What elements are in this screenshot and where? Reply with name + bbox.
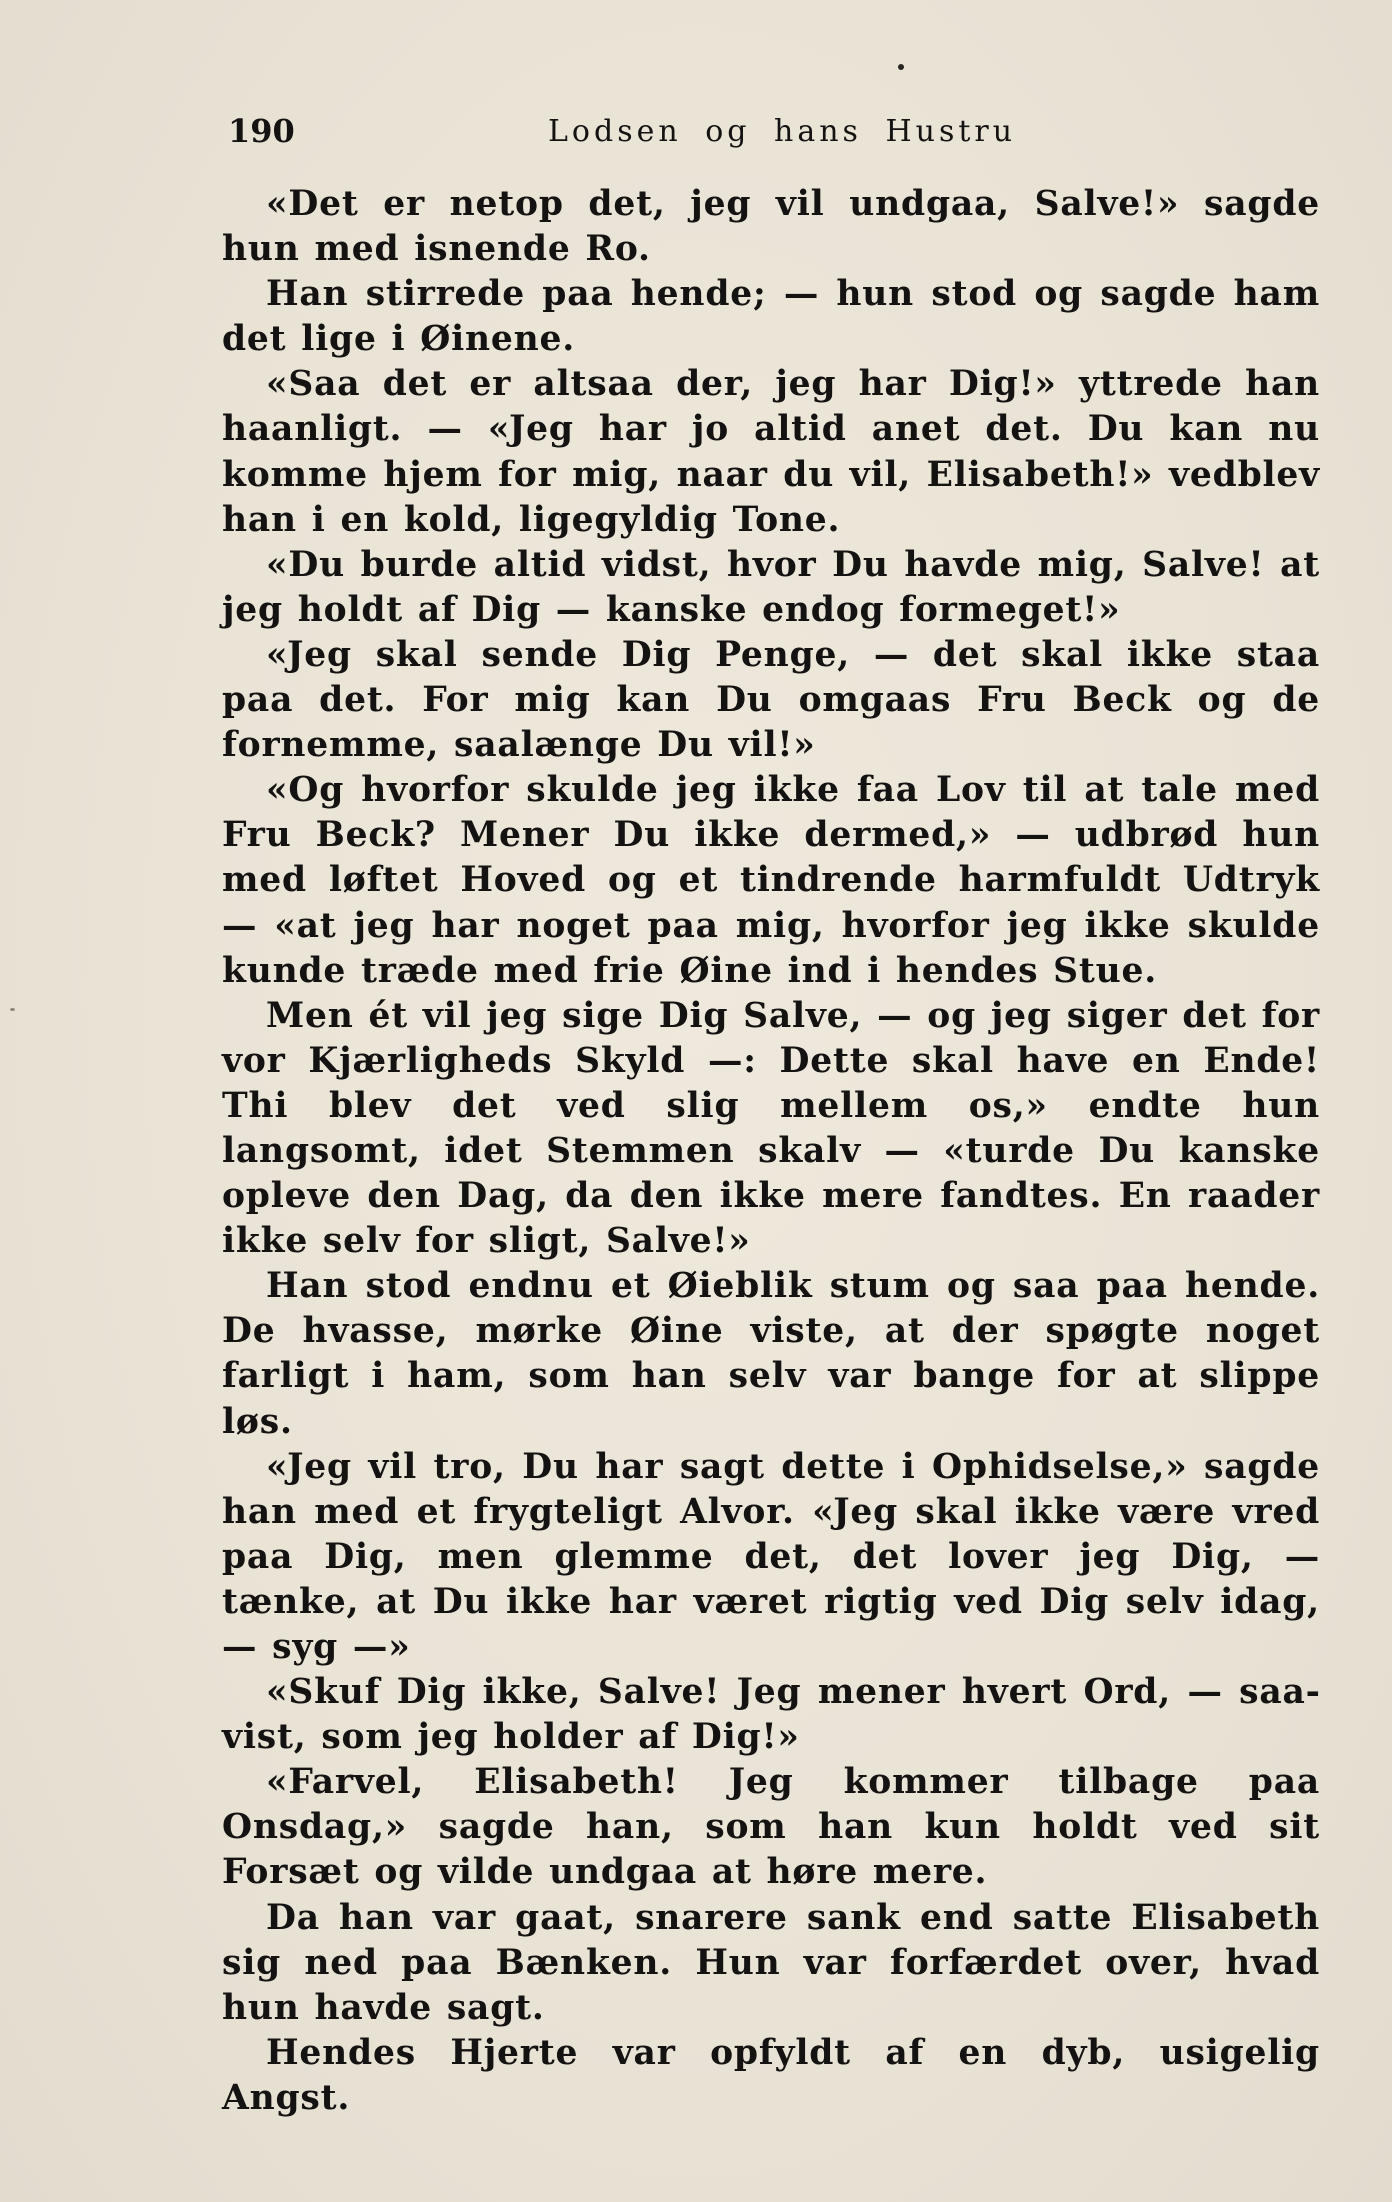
ink-speck bbox=[898, 64, 904, 70]
paragraph: «Jeg skal sende Dig Penge, — det skal ikke staa paa det. For mig kan Du omgaas Fru Beck og de fornemme, saalænge Du vil!» bbox=[222, 634, 1320, 766]
paragraph: Han stirrede paa hende; — hun stod og sagde ham det lige i Øinene. bbox=[222, 274, 1320, 360]
running-head: Lodsen og hans Hustru bbox=[548, 114, 1017, 149]
paragraph: Han stod endnu et Øieblik stum og saa paa hende. De hvasse, mørke Øine viste, at der spøgte noget farligt i ham, som han selv var bange for at slippe løs. bbox=[222, 1266, 1320, 1442]
body-text bbox=[222, 182, 1320, 2121]
paragraph: «Og hvorfor skulde jeg ikke faa Lov til at tale med Fru Beck? Mener Du ikke dermed,» — udbrød hun med løftet Hoved og et tindrende harmfuldt Udtryk — «at jeg har noget paa mig, hvorfor jeg ikke skulde kunde træde med frie Øine ind i hendes Stue. bbox=[222, 770, 1320, 991]
ink-speck bbox=[10, 1008, 15, 1011]
paragraph: Da han var gaat, snarere sank end satte Elisabeth sig ned paa Bænken. Hun var forfærdet over, hvad hun havde sagt. bbox=[222, 1897, 1320, 2028]
paragraph: «Skuf Dig ikke, Salve! Jeg mener hvert Ord, — saavist, som jeg holder af Dig!» bbox=[222, 1672, 1320, 1758]
paragraph: «Saa det er altsaa der, jeg har Dig!» yttrede han haanligt. — «Jeg har jo altid anet det. Du kan nu komme hjem for mig, naar du vil, Elisabeth!» vedblev han i en kold, ligegyldig Tone. bbox=[222, 364, 1320, 540]
paragraph: Men ét vil jeg sige Dig Salve, — og jeg siger det for vor Kjærligheds Skyld —: Dette skal have en Ende! Thi blev det ved slig mellem os,» endte hun langsomt, idet Stemmen skalv — «turde Du kanske opleve den Dag, da den ikke mere fandtes. En raader ikke selv for sligt, Salve!» bbox=[222, 995, 1320, 1262]
paragraph: «Det er netop det, jeg vil undgaa, Salve!» sagde hun med isnende Ro. bbox=[222, 184, 1320, 270]
paragraph: «Du burde altid vidst, hvor Du havde mig, Salve! at jeg holdt af Dig — kanske endog formeget!» bbox=[222, 544, 1320, 630]
paragraph: «Jeg vil tro, Du har sagt dette i Ophidselse,» sagde han med et frygteligt Alvor. «Jeg skal ikke være vred paa Dig, men glemme det, det lover jeg Dig, — tænke, at Du ikke har været rigtig ved Dig selv idag, — syg —» bbox=[222, 1446, 1320, 1667]
page-number: 190 bbox=[228, 112, 295, 150]
page-header bbox=[228, 112, 1308, 162]
paragraph: Hendes Hjerte var opfyldt af en dyb, usigelig Angst. bbox=[222, 2032, 1320, 2118]
paragraph: «Farvel, Elisabeth! Jeg kommer tilbage paa Onsdag,» sagde han, som han kun holdt ved sit Forsæt og vilde undgaa at høre mere. bbox=[222, 1762, 1320, 1893]
